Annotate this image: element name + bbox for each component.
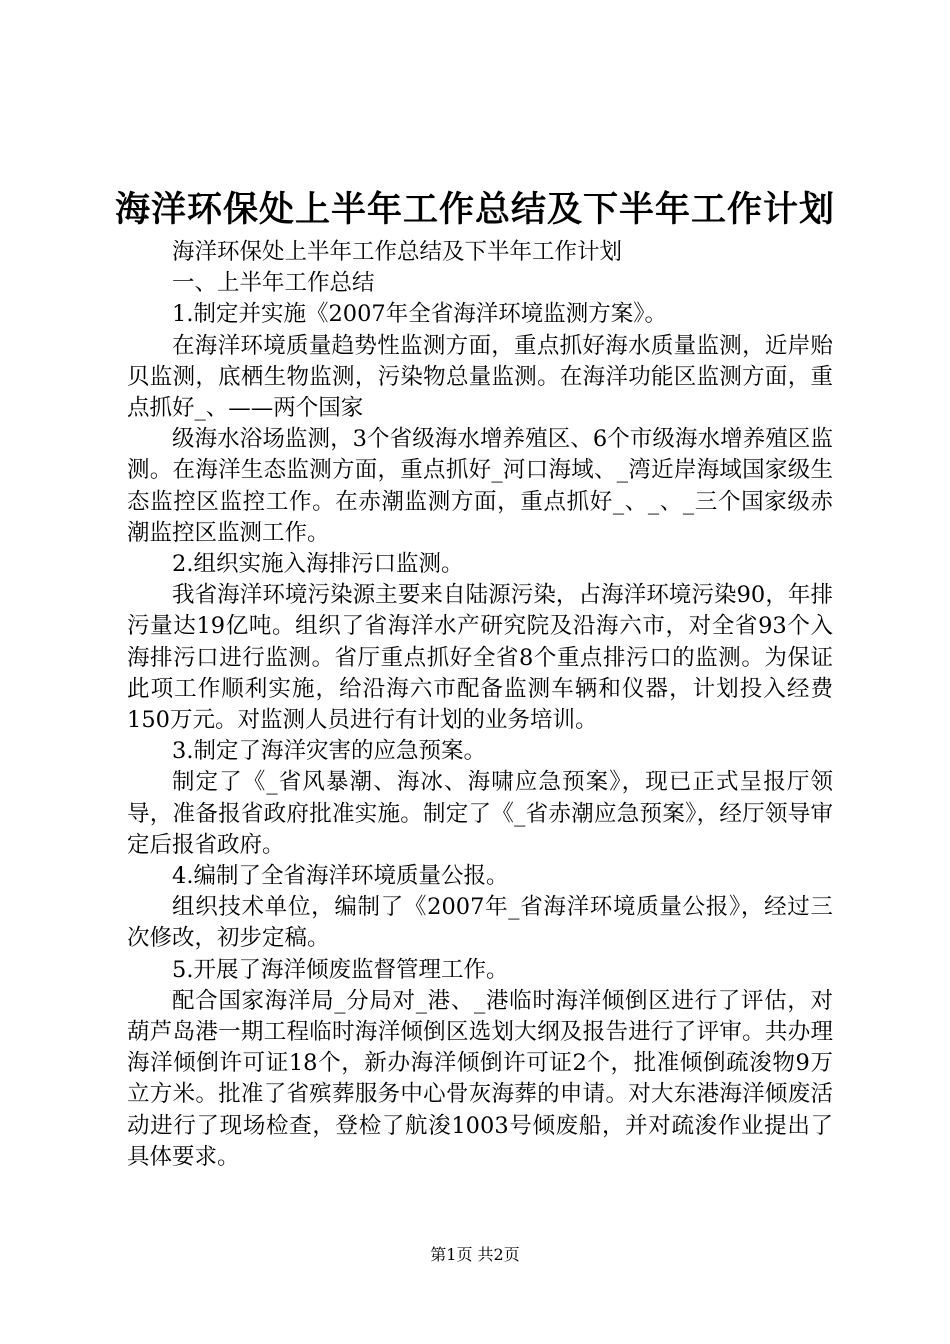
item-heading: 5.开展了海洋倾废监督管理工作。 bbox=[172, 956, 509, 983]
body-paragraph: 级海水浴场监测，3个省级海水增养殖区、6个市级海水增养殖区监测。在海洋生态监测方面，重点抓好_河口海域、_湾近岸海域国家级生态监控区监控工作。在赤潮监测方面，重点抓好_、_、_三个国家级赤潮监控区监测工作。 bbox=[127, 426, 833, 546]
item-heading: 3.制定了海洋灾害的应急预案。 bbox=[172, 738, 486, 765]
item-heading: 1.制定并实施《2007年全省海洋环境监测方案》。 bbox=[172, 301, 667, 328]
document-body bbox=[127, 237, 833, 1173]
body-paragraph: 在海洋环境质量趋势性监测方面，重点抓好海水质量监测，近岸贻贝监测，底栖生物监测，污染物总量监测。在海洋功能区监测方面，重点抓好_、——两个国家 bbox=[127, 332, 833, 422]
document-title: 海洋环保处上半年工作总结及下半年工作计划 bbox=[114, 190, 835, 230]
body-paragraph: 我省海洋环境污染源主要来自陆源污染，占海洋环境污染90，年排污量达19亿吨。组织了省海洋水产研究院及沿海六市，对全省93个入海排污口进行监测。省厅重点抓好全省8个重点排污口的监测。为保证此项工作顺利实施，给沿海六市配备监测车辆和仪器，计划投入经费150万元。对监测人员进行有计划的业务培训。 bbox=[127, 582, 833, 734]
item-heading: 2.组织实施入海排污口监测。 bbox=[172, 551, 464, 578]
page-number-footer: 第1页 共2页 bbox=[430, 1245, 520, 1264]
body-paragraph: 配合国家海洋局_分局对_港、_港临时海洋倾倒区进行了评估，对葫芦岛港一期工程临时海洋倾倒区选划大纲及报告进行了评审。共办理海洋倾倒许可证18个，新办海洋倾倒许可证2个，批准倾倒疏浚物9万立方米。批准了省殡葬服务中心骨灰海葬的申请。对大东港海洋倾废活动进行了现场检查，登检了航浚1003号倾废船，并对疏浚作业提出了具体要求。 bbox=[127, 987, 833, 1170]
body-paragraph: 制定了《_省风暴潮、海冰、海啸应急预案》，现已正式呈报厅领导，准备报省政府批准实施。制定了《_省赤潮应急预案》，经厅领导审定后报省政府。 bbox=[127, 769, 833, 858]
body-paragraph: 海洋环保处上半年工作总结及下半年工作计划 bbox=[172, 239, 623, 265]
item-heading: 4.编制了全省海洋环境质量公报。 bbox=[172, 863, 509, 890]
section-heading: 一、上半年工作总结 bbox=[172, 270, 375, 297]
body-paragraph: 组织技术单位，编制了《2007年_省海洋环境质量公报》，经过三次修改，初步定稿。 bbox=[127, 894, 833, 952]
